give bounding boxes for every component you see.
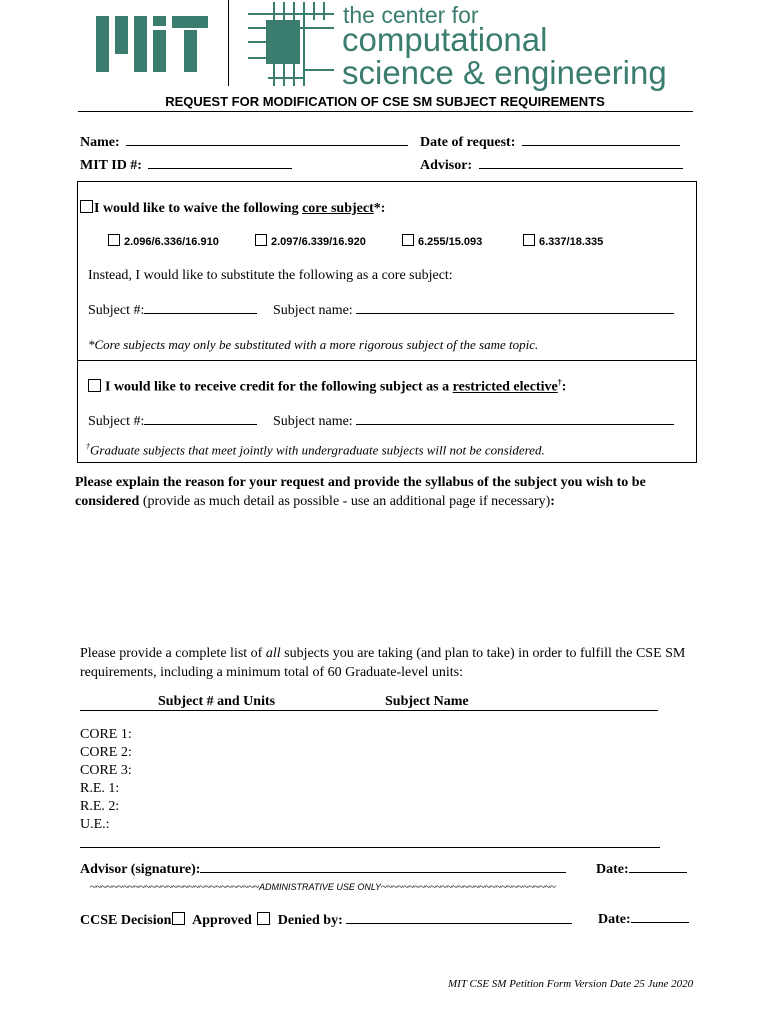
advisor-input-line[interactable] bbox=[479, 168, 683, 169]
name-label: Name: bbox=[80, 135, 120, 150]
waive-option-2[interactable]: 2.097/6.339/16.920 bbox=[255, 234, 366, 248]
elective-heading: I would like to receive credit for the following subject as a restricted elective†: bbox=[88, 378, 566, 396]
table-end-rule bbox=[80, 847, 660, 848]
table-row-ue[interactable]: U.E.: bbox=[80, 817, 110, 832]
elective-subject-field[interactable]: Subject #: bbox=[88, 414, 257, 430]
elective-note: †Graduate subjects that meet jointly with undergraduate subjects will not be considered. bbox=[86, 442, 545, 458]
page-title: REQUEST FOR MODIFICATION OF CSE SM SUBJECT REQUIREMENTS bbox=[165, 94, 605, 109]
waive-subject-name-field[interactable]: Subject name: bbox=[273, 303, 674, 319]
name-input-line[interactable] bbox=[126, 145, 408, 146]
option-checkbox[interactable] bbox=[108, 234, 120, 246]
denied-by-input-line[interactable] bbox=[346, 923, 572, 924]
logo-divider bbox=[228, 0, 229, 86]
waive-subject-field[interactable]: Subject #: bbox=[88, 303, 257, 319]
date-input-line[interactable] bbox=[522, 145, 680, 146]
signature-date-input-line[interactable] bbox=[629, 872, 687, 873]
advisor-label: Advisor: bbox=[420, 158, 473, 173]
core-note: *Core subjects may only be substituted with a more rigorous subject of the same topic. bbox=[88, 337, 539, 352]
footer-version: MIT CSE SM Petition Form Version Date 25 June 2020 bbox=[448, 978, 694, 990]
ccse-decision: CCSE Decision Approved Denied by: bbox=[80, 912, 572, 929]
center-line-3: science & engineering bbox=[342, 54, 667, 91]
admin-use-only: ADMINISTRATIVE USE ONLY bbox=[259, 882, 382, 892]
instead-text: Instead, I would like to substitute the following as a core subject: bbox=[88, 268, 453, 283]
grid-logo-icon bbox=[248, 2, 334, 88]
table-header-rule bbox=[80, 710, 658, 711]
name-field[interactable] bbox=[80, 135, 408, 151]
col-subject-name: Subject Name bbox=[385, 694, 469, 709]
table-row-core-3[interactable]: CORE 3: bbox=[80, 763, 132, 778]
table-row-core-1[interactable]: CORE 1: bbox=[80, 727, 132, 742]
mit-id-input-line[interactable] bbox=[148, 168, 292, 169]
approved-checkbox[interactable] bbox=[172, 912, 185, 925]
restricted-elective-link: restricted elective bbox=[452, 379, 558, 395]
subject-name-input-line[interactable] bbox=[356, 424, 674, 425]
subject-name-input-line[interactable] bbox=[356, 313, 674, 314]
waive-option-3[interactable]: 6.255/15.093 bbox=[402, 234, 482, 248]
subject-input-line[interactable] bbox=[144, 424, 257, 425]
waive-heading: I would like to waive the following core subject*: bbox=[80, 200, 385, 217]
list-intro-text: Please provide a complete list of all subjects you are taking (and plan to take) in order to fulfill the CSE SM requirements, including a minimum total of 60 Graduate-level units: bbox=[80, 646, 686, 680]
advisor-field[interactable] bbox=[420, 158, 683, 174]
explain-answer-area[interactable] bbox=[75, 515, 695, 635]
mit-id-label: MIT ID #: bbox=[80, 158, 142, 173]
denied-checkbox[interactable] bbox=[257, 912, 270, 925]
table-rows bbox=[80, 726, 132, 834]
admin-divider: ~~~~~~~~~~~~~~~~~~~~~~~~~~~~~~~ADMINISTRATIVE USE ONLY~~~~~~~~~~~~~~~~~~~~~~~~~~~~~~~~ bbox=[90, 881, 556, 893]
explain-text: Please explain the reason for your request and provide the syllabus of the subject you wish to be considered (provide as much detail as possible - use an additional page if necessary): bbox=[75, 475, 646, 509]
waive-option-4[interactable]: 6.337/18.335 bbox=[523, 234, 603, 248]
option-checkbox[interactable] bbox=[255, 234, 267, 246]
elective-checkbox[interactable] bbox=[88, 379, 101, 392]
mit-logo bbox=[96, 12, 208, 74]
elective-subject-name-field[interactable]: Subject name: bbox=[273, 414, 674, 430]
waive-option-1[interactable]: 2.096/6.336/16.910 bbox=[108, 234, 219, 248]
table-row-re-2[interactable]: R.E. 2: bbox=[80, 799, 120, 814]
date-of-request-field[interactable] bbox=[420, 135, 680, 151]
mit-logo-icon bbox=[96, 12, 208, 74]
table-row-core-2[interactable]: CORE 2: bbox=[80, 745, 132, 760]
option-checkbox[interactable] bbox=[523, 234, 535, 246]
title-rule bbox=[78, 111, 693, 112]
date-of-request-label: Date of request: bbox=[420, 135, 516, 150]
advisor-signature-field[interactable]: Advisor (signature): bbox=[80, 862, 566, 878]
subject-input-line[interactable] bbox=[144, 313, 257, 314]
decision-date-field[interactable]: Date: bbox=[598, 912, 689, 928]
table-row-re-1[interactable]: R.E. 1: bbox=[80, 781, 120, 796]
waive-checkbox[interactable] bbox=[80, 200, 93, 213]
option-checkbox[interactable] bbox=[402, 234, 414, 246]
center-line-2: computational bbox=[342, 21, 548, 58]
signature-date-field[interactable]: Date: bbox=[596, 862, 687, 878]
core-subject-link: core subject bbox=[302, 201, 374, 216]
mit-id-field[interactable] bbox=[80, 158, 292, 174]
col-subject-units: Subject # and Units bbox=[158, 694, 276, 709]
center-line-1: the center for bbox=[343, 2, 479, 28]
signature-input-line[interactable] bbox=[200, 872, 566, 873]
decision-date-input-line[interactable] bbox=[631, 922, 689, 923]
